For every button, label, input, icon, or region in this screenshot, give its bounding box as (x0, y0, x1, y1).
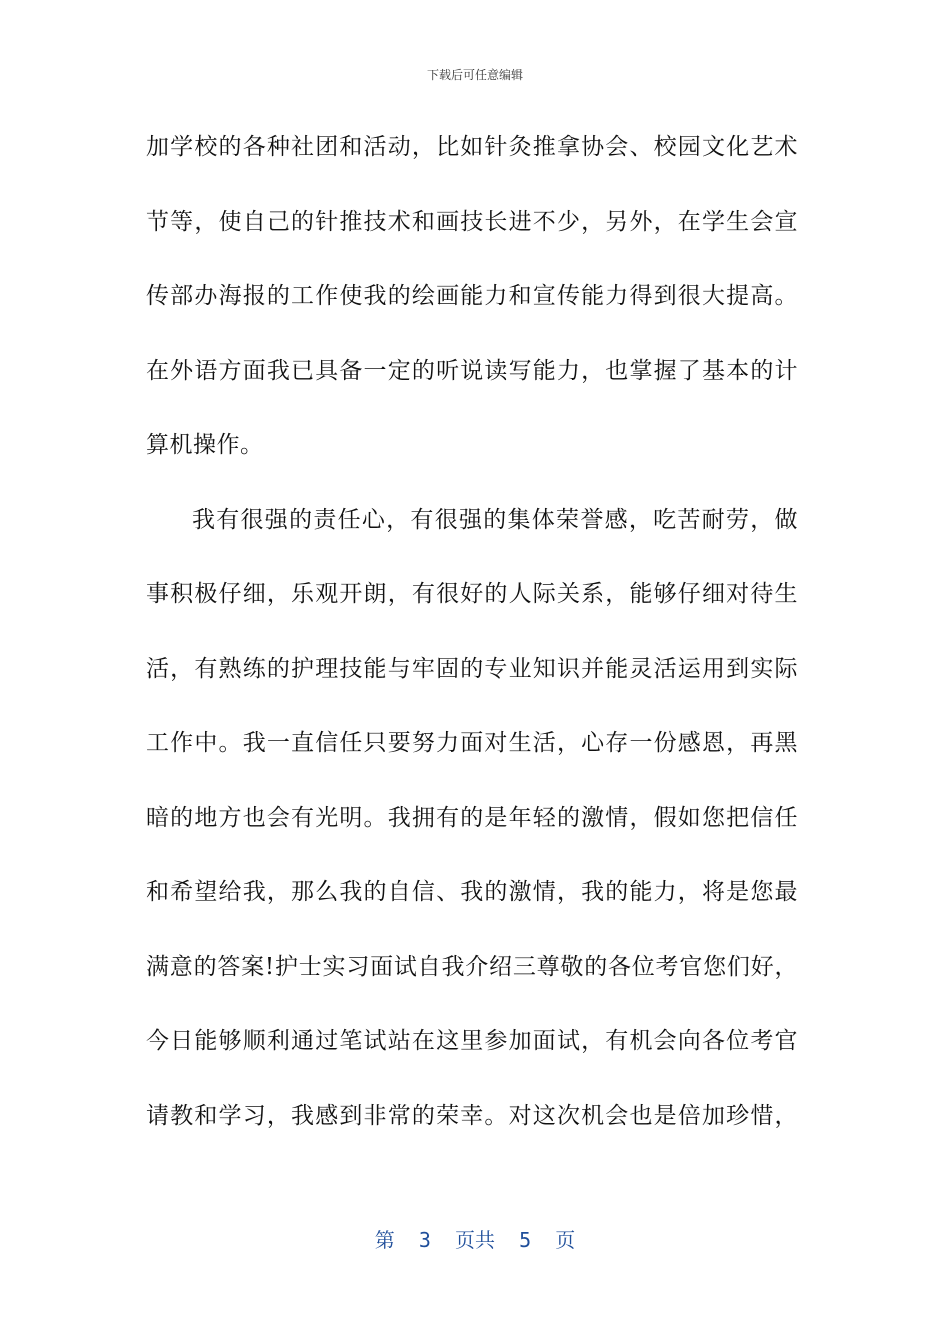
header-note: 下载后可任意编辑 (426, 68, 523, 82)
text-line: 请教和学习，我感到非常的荣幸。对这次机会也是倍加珍惜， (146, 1102, 798, 1129)
text-line: 加学校的各种社团和活动，比如针灸推拿协会、校园文化艺术 (146, 134, 798, 160)
text-line: 今日能够顺利通过笔试站在这里参加面试，有机会向各位考官 (146, 1028, 798, 1054)
text-line: 节等，使自己的针推技术和画技长进不少，另外，在学生会宣 (146, 208, 798, 235)
text-line: 算机操作。 (146, 432, 264, 458)
text-line: 在外语方面我已具备一定的听说读写能力，也掌握了基本的计 (146, 357, 798, 384)
text-line: 满意的答案!护士实习面试自我介绍三尊敬的各位考官您们好， (146, 953, 798, 980)
text-line: 事积极仔细，乐观开朗，有很好的人际关系，能够仔细对待生 (146, 581, 798, 607)
body-text (146, 110, 798, 1153)
paragraph-first-line: 我有很强的责任心，有很强的集体荣誉感，吃苦耐劳，做 (192, 506, 798, 533)
text-line: 和希望给我，那么我的自信、我的激情，我的能力，将是您最 (146, 879, 798, 905)
text-line: 工作中。我一直信任只要努力面对生活，心存一份感恩，再黑 (146, 730, 798, 756)
text-line: 暗的地方也会有光明。我拥有的是年轻的激情，假如您把信任 (146, 804, 798, 831)
page-number-footer: 第 3 页共 5 页 (374, 1228, 576, 1252)
text-line: 传部办海报的工作使我的绘画能力和宣传能力得到很大提高。 (146, 283, 798, 309)
text-line: 活，有熟练的护理技能与牢固的专业知识并能灵活运用到实际 (146, 655, 798, 682)
